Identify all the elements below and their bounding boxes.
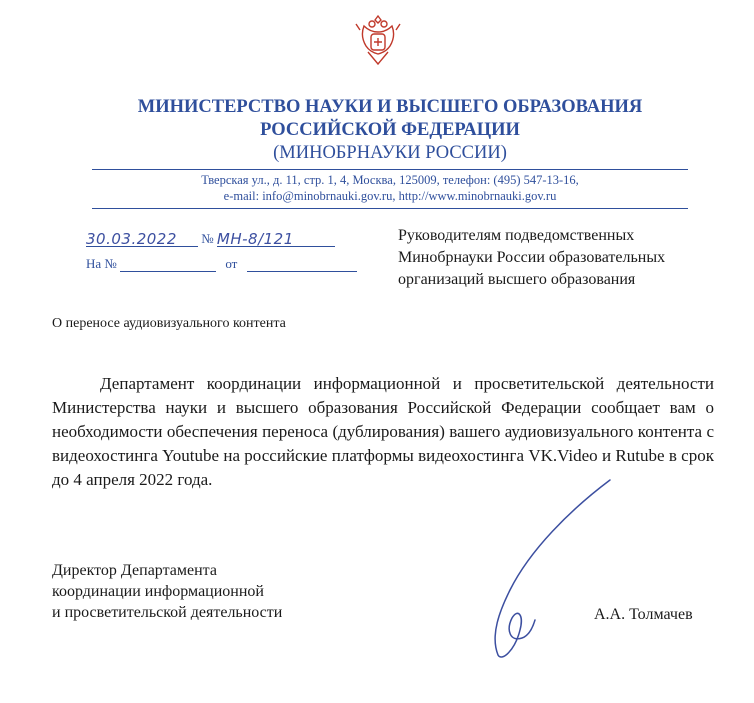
reply-label: На № bbox=[86, 256, 117, 271]
address-line1: Тверская ул., д. 11, стр. 1, 4, Москва, 125009, телефон: (495) 547-13-16, bbox=[201, 173, 579, 187]
date-field bbox=[86, 230, 198, 247]
signer-position bbox=[52, 560, 282, 623]
signer-position-line2: координации информационной bbox=[52, 583, 264, 600]
letterhead-divider-top bbox=[92, 169, 688, 170]
addressee-block bbox=[398, 225, 665, 291]
coat-of-arms-icon bbox=[354, 12, 402, 70]
reply-number-field bbox=[120, 255, 216, 272]
signer-name: А.А. Толмачев bbox=[594, 606, 693, 623]
ministry-short-name: (МИНОБРНАУКИ РОССИИ) bbox=[273, 143, 507, 163]
from-label: от bbox=[225, 256, 238, 271]
addressee-line2: Минобрнауки России образовательных bbox=[398, 249, 666, 266]
addressee-line3: организаций высшего образования bbox=[398, 271, 636, 288]
ministry-title-line2: РОССИЙСКОЙ ФЕДЕРАЦИИ bbox=[260, 120, 520, 140]
registration-number: МН-8/121 bbox=[216, 230, 294, 248]
ministry-title bbox=[60, 96, 720, 165]
letter-subject: О переносе аудиовизуального контента bbox=[52, 316, 286, 331]
signature-icon bbox=[420, 470, 620, 670]
ministry-title-line1: МИНИСТЕРСТВО НАУКИ И ВЫСШЕГО ОБРАЗОВАНИЯ bbox=[137, 97, 643, 117]
letter-body: Департамент координации информационной и просветительской деятельности Министерства науки и высшего образования Российской Федерации сообщает вам о необходимости обеспечения переноса (дублирования) вашего аудиовизуального контента с видеохостинга Youtube на российские платформы видеохостинга VK.Video и Rutube в срок до 4 апреля 2022 года. bbox=[52, 374, 714, 489]
address-line2: e-mail: info@minobrnauki.gov.ru, http://www.minobrnauki.gov.ru bbox=[223, 189, 557, 203]
reply-date-field bbox=[247, 255, 357, 272]
number-label: № bbox=[201, 231, 214, 246]
registration-date: 30.03.2022 bbox=[86, 230, 177, 248]
ministry-address bbox=[92, 172, 688, 204]
number-field bbox=[217, 230, 335, 247]
addressee-line1: Руководителям подведомственных bbox=[398, 227, 635, 244]
reply-line bbox=[86, 255, 357, 272]
signer-position-line1: Директор Департамента bbox=[52, 562, 217, 579]
letterhead-divider-bottom bbox=[92, 208, 688, 209]
signer-position-line3: и просветительской деятельности bbox=[52, 604, 283, 621]
registration-line bbox=[86, 230, 335, 247]
